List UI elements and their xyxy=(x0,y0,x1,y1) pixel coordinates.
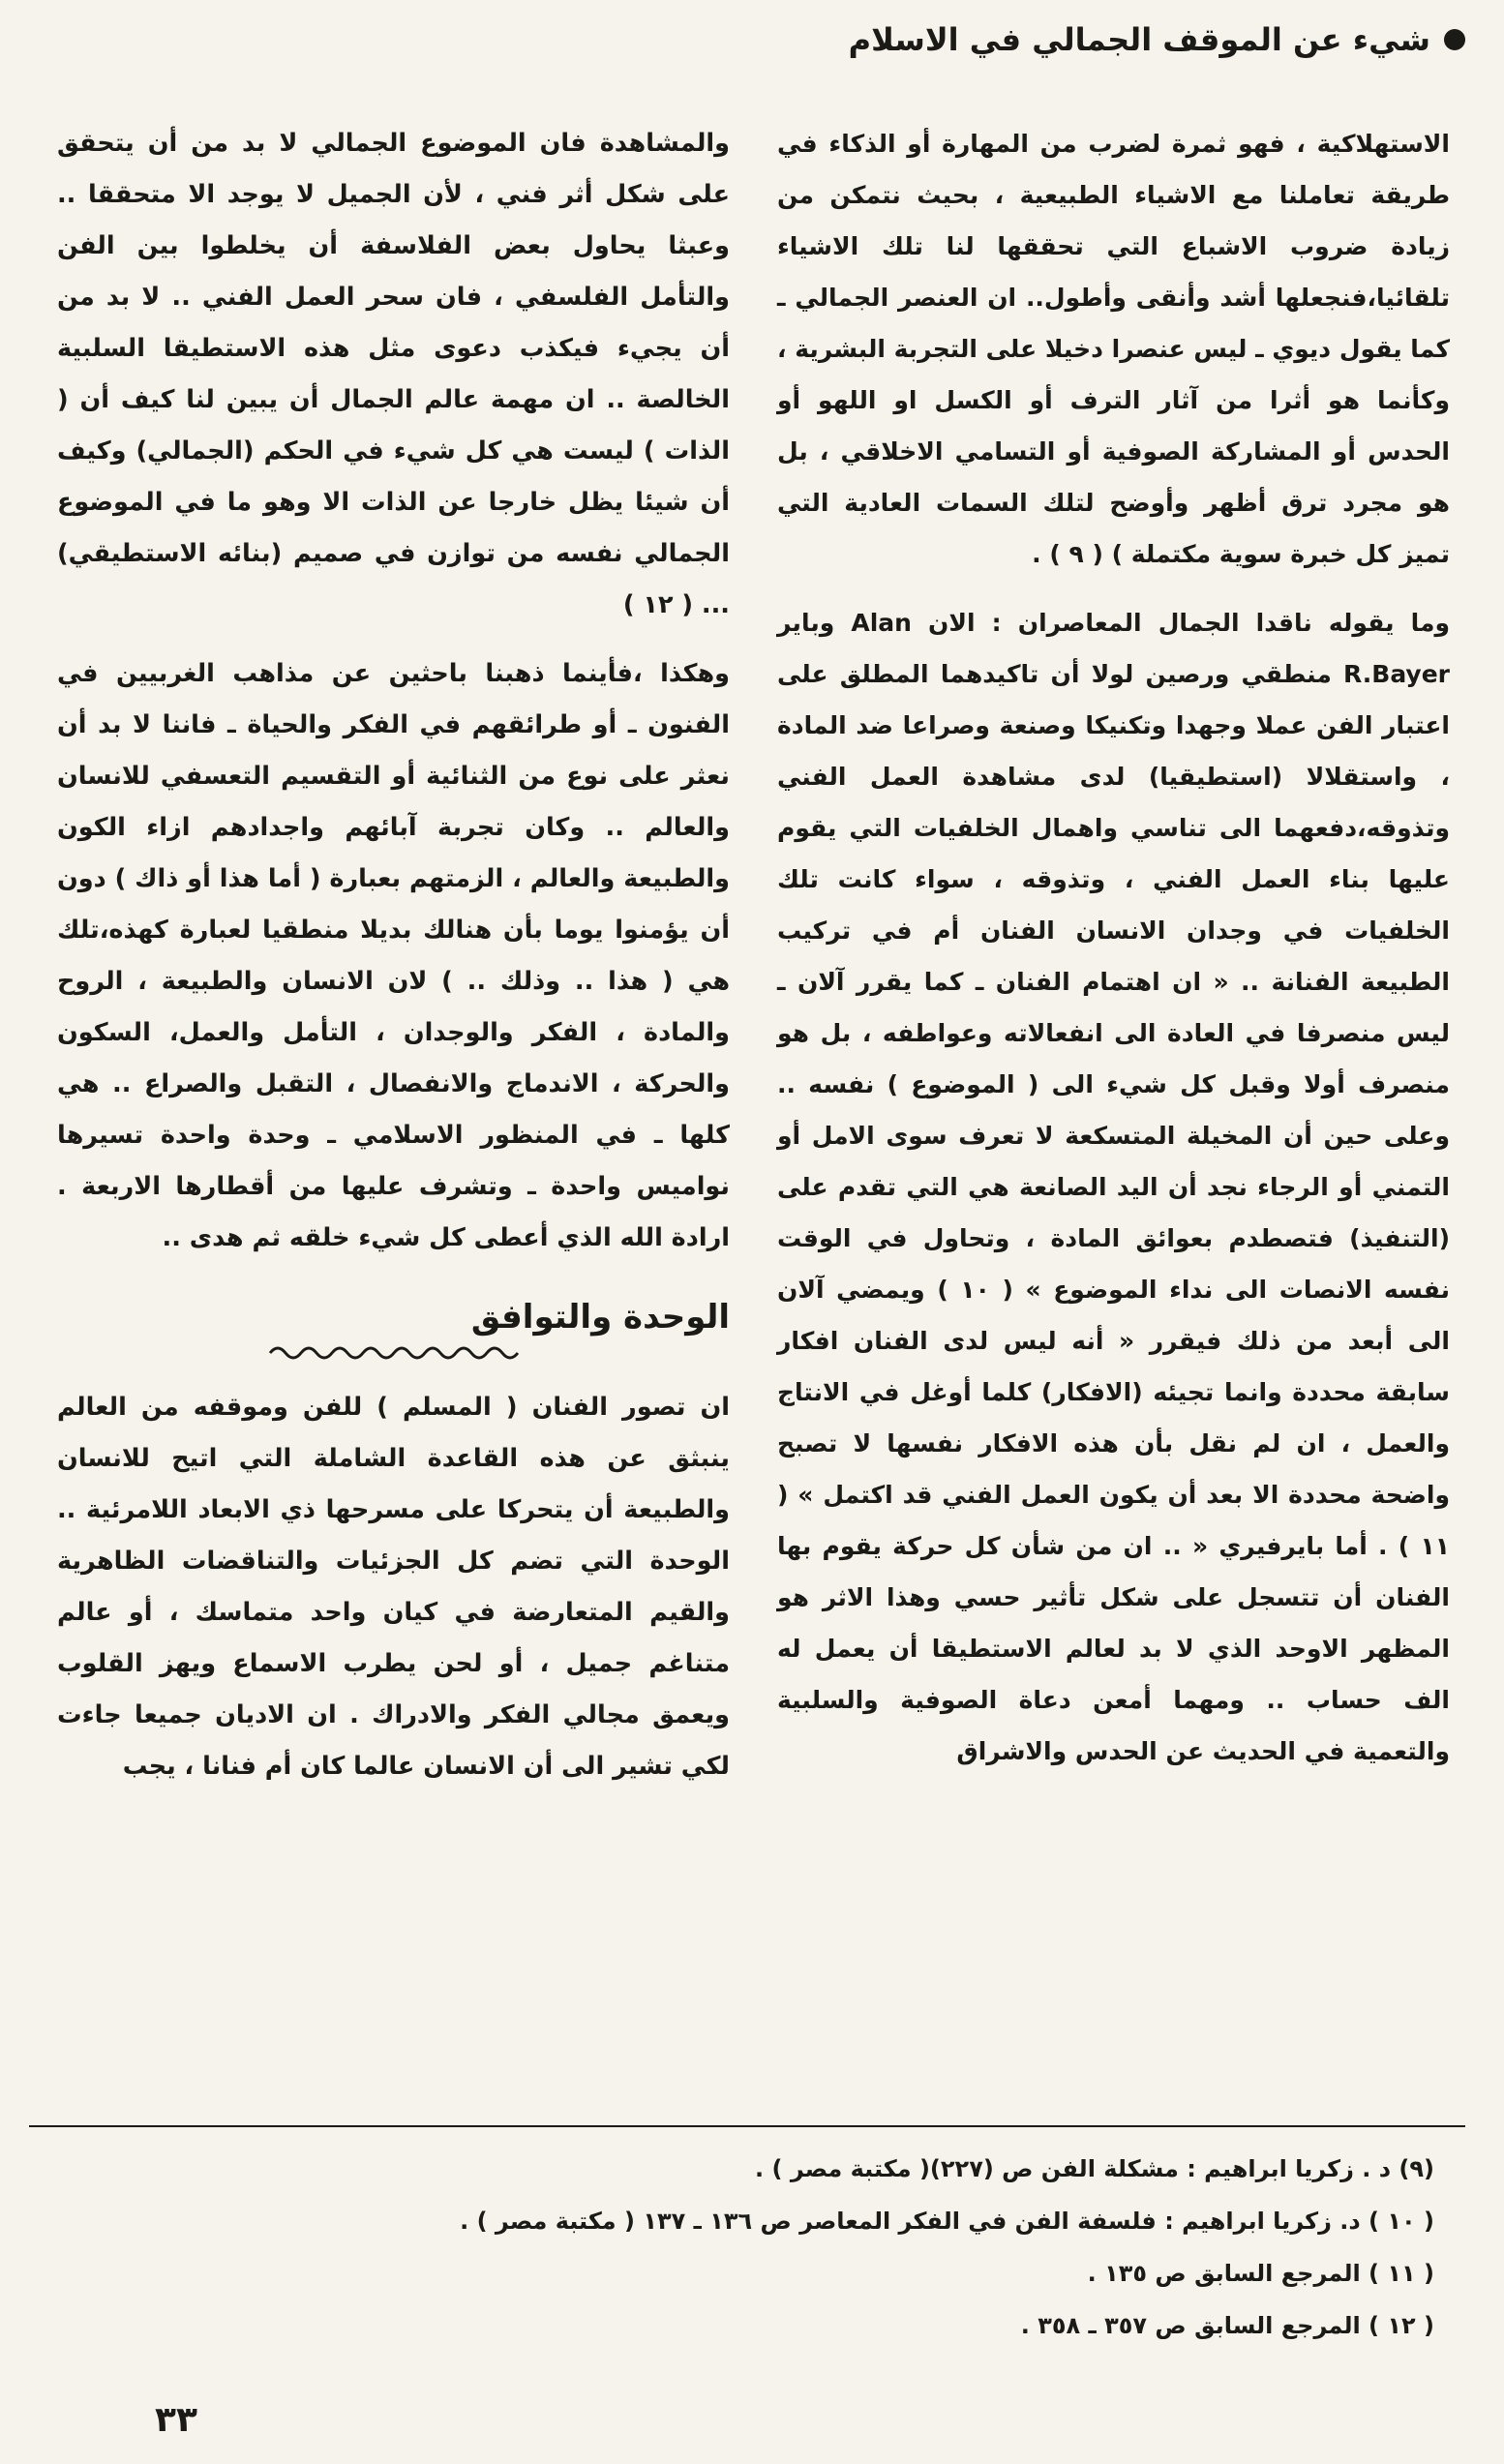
footnotes xyxy=(176,2143,1434,2352)
page-number: ٣٣ xyxy=(155,2400,197,2440)
footnote-divider xyxy=(29,2125,1465,2127)
running-head-title: شيء عن الموقف الجمالي في الاسلام xyxy=(848,21,1430,58)
footnote: ( ١١ ) المرجع السابق ص ١٣٥ . xyxy=(1087,2260,1434,2287)
paragraph: وهكذا ،فأينما ذهبنا باحثين عن مذاهب الغربيين في الفنون ـ أو طرائقهم في الفكر والحياة ـ فاننا لا بد أن نعثر على نوع من الثنائية أو التقسيم التعسفي للانسان والعالم .. وكان تجربة آبائهم واجدادهم ازاء الكون والطبيعة والعالم ، الزمتهم بعبارة ( أما هذا أو ذاك ) دون أن يؤمنوا يوما بأن هنالك بديلا منطقيا لعبارة كهذه،تلك هي ( هذا .. وذلك .. ) لان الانسان والطبيعة ، الروح والمادة ، الفكر والوجدان ، التأمل والعمل، السكون والحركة ، الاندماج والانفصال ، التقبل والصراع .. هي كلها ـ في المنظور الاسلامي ـ وحدة واحدة تسيرها نواميس واحدة ـ وتشرف عليها من أقطارها الاربعة . ارادة الله الذي أعطى كل شيء خلقه ثم هدى .. xyxy=(57,659,730,1252)
left-column xyxy=(57,118,730,1810)
paragraph: وما يقوله ناقدا الجمال المعاصران : الان Alan وباير R.Bayer منطقي ورصين لولا أن تاكيدهما المطلق على اعتبار الفن عملا وجهدا وتكنيكا وصنعة وصراعا ضد المادة ، واستقلالا (استطيقيا) لدى مشاهدة العمل الفني وتذوقه،دفعهما الى تناسي واهمال الخلفيات التي يقوم عليها بناء العمل الفني ، وتذوقه ، سواء كانت تلك الخلفيات في وجدان الانسان الفنان أم في تركيب الطبيعة الفنانة .. « ان اهتمام الفنان ـ كما يقرر آلان ـ ليس منصرفا في العادة الى انفعالاته وعواطفه ، بل هو منصرف أولا وقبل كل شيء الى ( الموضوع ) نفسه .. وعلى حين أن المخيلة المتسكعة لا تعرف سوى الامل أو التمني أو الرجاء نجد أن اليد الصانعة هي التي تقدم على (التنفيذ) فتصطدم بعوائق المادة ، وتحاول في الوقت نفسه الانصات الى نداء الموضوع » ( ١٠ ) ويمضي آلان الى أبعد من ذلك فيقرر « أنه ليس لدى الفنان افكار سابقة محددة وانما تجيئه (الافكار) كلما أوغل في الانتاج والعمل ، ان لم نقل بأن هذه الافكار نفسها لا تصبح واضحة محددة الا بعد أن يكون العمل الفني قد اكتمل » ( ١١ ) . أما بايرفيري « .. ان من شأن كل حركة يقوم بها الفنان أن تتسجل على شكل تأثير حسي وهذا الاثر هو المظهر الاوحد الذي لا بد لعالم الاستطيقا أن يعمل له الف حساب .. ومهما أمعن دعاة الصوفية والسلبية والتعمية في الحديث عن الحدس والاشراق xyxy=(777,609,1450,1765)
wavy-underline-icon xyxy=(268,1341,520,1365)
paragraph: الاستهلاكية ، فهو ثمرة لضرب من المهارة أو الذكاء في طريقة تعاملنا مع الاشياء الطبيعية ، بحيث نتمكن من زيادة ضروب الاشباع التي تحققها لنا تلك الاشياء تلقائيا،فنجعلها أشد وأنقى وأطول.. ان العنصر الجمالي ـ كما يقول ديوي ـ ليس عنصرا دخيلا على التجربة البشرية ، وكأنما هو أثرا من آثار الترف أو الكسل او اللهو أو الحدس أو المشاركة الصوفية أو التسامي الاخلاقي ، بل هو مجرد ترق أظهر وأوضح لتلك السمات العادية التي تميز كل خبرة سوية مكتملة ) ( ٩ ) . xyxy=(777,130,1450,568)
right-column xyxy=(777,118,1450,1794)
footnote: ( ١٢ ) المرجع السابق ص ٣٥٧ ـ ٣٥٨ . xyxy=(1020,2312,1434,2339)
paragraph: ان تصور الفنان ( المسلم ) للفن وموقفه من العالم ينبثق عن هذه القاعدة الشاملة التي اتيح للانسان والطبيعة أن يتحركا على مسرحها ذي الابعاد اللامرئية .. الوحدة التي تضم كل الجزئيات والتناقضات الظاهرية والقيم المتعارضة في كيان واحد متماسك ، أو عالم متناغم جميل ، أو لحن يطرب الاسماع ويهز القلوب ويعمق مجالي الفكر والادراك . ان الاديان جميعا جاءت لكي تشير الى أن الانسان عالما كان أم فنانا ، يجب xyxy=(57,1393,730,1781)
paragraph: والمشاهدة فان الموضوع الجمالي لا بد من أن يتحقق على شكل أثر فني ، لأن الجميل لا يوجد الا متحققا .. وعبثا يحاول بعض الفلاسفة أن يخلطوا بين الفن والتأمل الفلسفي ، فان سحر العمل الفني .. لا بد من أن يجيء فيكذب دعوى مثل هذه الاستطيقا السلبية الخالصة .. ان مهمة عالم الجمال أن يبين لنا كيف أن ( الذات ) ليست هي كل شيء في الحكم (الجمالي) وكيف أن شيئا يظل خارجا عن الذات الا وهو ما في الموضوع الجمالي نفسه من توازن في صميم (بنائه الاستطيقي) ... ( ١٢ ) xyxy=(57,129,730,619)
footnote: (٩) د . زكريا ابراهيم : مشكلة الفن ص (٢٢٧)( مكتبة مصر ) . xyxy=(755,2155,1434,2182)
running-head xyxy=(849,21,1465,58)
footnote: ( ١٠ ) د. زكريا ابراهيم : فلسفة الفن في الفكر المعاصر ص ١٣٦ ـ ١٣٧ ( مكتبة مصر ) . xyxy=(460,2208,1434,2235)
section-heading: الوحدة والتوافق xyxy=(470,1298,730,1337)
bullet-icon xyxy=(1444,29,1465,50)
